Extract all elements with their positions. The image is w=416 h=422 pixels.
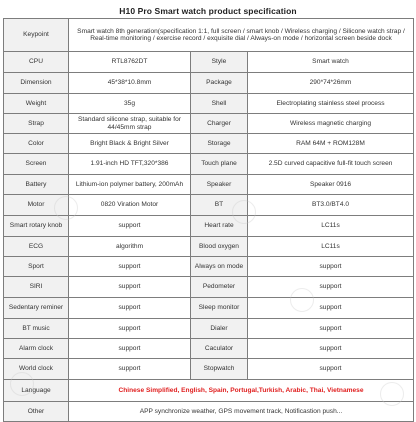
row-label: Charger [191,114,248,134]
row-label: Dialer [191,319,248,339]
row-label: Speaker [191,175,248,195]
row-label: BT music [4,319,69,339]
row-label: Color [4,134,69,154]
table-row [4,257,414,277]
row-value: Smart watch [248,52,414,73]
table-row [4,114,414,134]
row-label: Package [191,73,248,94]
row-value: support [69,277,191,298]
table-row [4,380,414,402]
table-row [4,195,414,216]
row-value: 45*38*10.8mm [69,73,191,94]
table-row [4,154,414,175]
row-value: support [69,216,191,237]
row-label: Smart rotary knob [4,216,69,237]
row-value: Bright Black & Bright Silver [69,134,191,154]
row-value: support [69,339,191,359]
row-label: Always on mode [191,257,248,277]
row-value: support [248,277,414,298]
spec-table [3,18,414,422]
row-label: Alarm clock [4,339,69,359]
row-label: Strap [4,114,69,134]
table-row [4,73,414,94]
table-row [4,339,414,359]
table-row [4,94,414,114]
row-label: BT [191,195,248,216]
row-label: Blood oxygen [191,237,248,257]
row-value: 1.91-inch HD TFT,320*386 [69,154,191,175]
row-label: Battery [4,175,69,195]
other-label: Other [4,402,69,422]
row-label: Pedometer [191,277,248,298]
row-value: LC11s [248,237,414,257]
row-label: Shell [191,94,248,114]
page-title: H10 Pro Smart watch product specification [119,6,297,16]
row-label: Touch plane [191,154,248,175]
row-value: support [69,257,191,277]
row-value: 2.5D curved capacitive full-fit touch screen [248,154,414,175]
row-value: Standard silicone strap, suitable for 44/45mm strap [69,114,191,134]
row-value: 35g [69,94,191,114]
row-value: support [248,339,414,359]
row-label: Caculator [191,339,248,359]
row-label: SIRI [4,277,69,298]
row-label: CPU [4,52,69,73]
row-label: Screen [4,154,69,175]
row-label: Sleep monitor [191,298,248,319]
row-label: World clock [4,359,69,380]
keypoint-value: Smart watch 8th generation(specification 1:1, full screen / smart knob / Wireless charging / Silicone watch strap / Real-time monitoring / exercise record / exquisite dial / Always-on mode / horizontal screen beside dock [69,19,414,52]
row-value: support [248,298,414,319]
language-value: Chinese Simplified, English, Spain, Portugal,Turkish, Arabic, Thai, Vietnamese [69,380,414,402]
table-row [4,175,414,195]
row-label: Sedentary reminer [4,298,69,319]
row-label: Weight [4,94,69,114]
table-row [4,216,414,237]
language-label: Language [4,380,69,402]
row-label: ECG [4,237,69,257]
table-row [4,319,414,339]
row-value: RTL8762DT [69,52,191,73]
row-value: support [69,359,191,380]
row-value: 290*74*26mm [248,73,414,94]
other-value: APP synchronize weather, GPS movement track, Notificastion push... [69,402,414,422]
table-row [4,19,414,52]
keypoint-label: Keypoint [4,19,69,52]
row-label: Dimension [4,73,69,94]
row-value: support [248,257,414,277]
table-row [4,52,414,73]
row-value: RAM 64M + ROM128M [248,134,414,154]
row-label: Sport [4,257,69,277]
row-value: Speaker 0916 [248,175,414,195]
row-value: BT3.0/BT4.0 [248,195,414,216]
row-value: Electroplating stainless steel process [248,94,414,114]
table-row [4,277,414,298]
row-value: support [248,319,414,339]
row-label: Motor [4,195,69,216]
row-value: Lithium-ion polymer battery, 200mAh [69,175,191,195]
row-label: Heart rate [191,216,248,237]
row-value: 0820 Viration Motor [69,195,191,216]
table-row [4,237,414,257]
row-value: algorithm [69,237,191,257]
row-value: support [248,359,414,380]
table-row [4,134,414,154]
table-row [4,298,414,319]
row-value: support [69,319,191,339]
row-label: Style [191,52,248,73]
row-value: Wireless magnetic charging [248,114,414,134]
row-label: Stopwatch [191,359,248,380]
table-row [4,359,414,380]
row-value: LC11s [248,216,414,237]
row-value: support [69,298,191,319]
row-label: Storage [191,134,248,154]
table-row [4,402,414,422]
